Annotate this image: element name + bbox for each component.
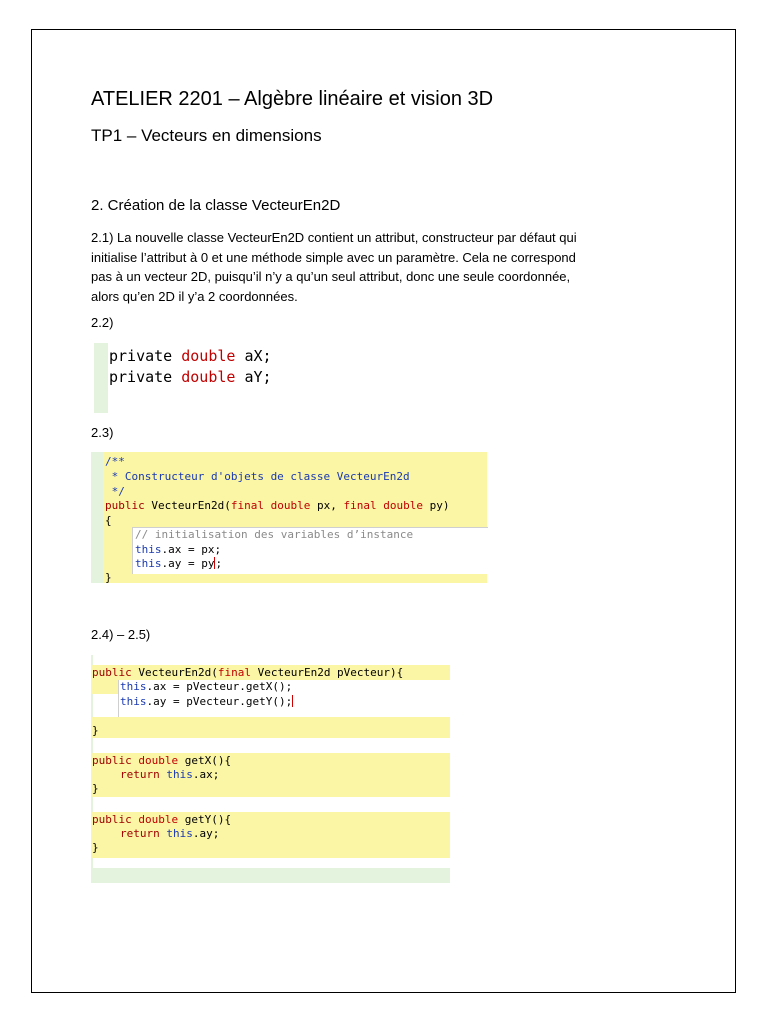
section-heading: 2. Création de la classe VecteurEn2D [91, 197, 341, 214]
code-line: /** [105, 455, 125, 468]
label-2-3: 2.3) [91, 425, 114, 440]
code-gutter [91, 452, 103, 583]
code-line: public VecteurEn2d(final double px, final double py) [105, 499, 450, 512]
code-block-attributes [94, 343, 454, 413]
text-cursor [292, 695, 293, 707]
label-2-4-2-5: 2.4) – 2.5) [91, 627, 151, 642]
code-line: private double aX; [109, 347, 272, 365]
document-subtitle: TP1 – Vecteurs en dimensions [91, 126, 322, 145]
code-footer [91, 868, 450, 883]
code-line: */ [105, 485, 125, 498]
code-line: * Constructeur d'objets de classe VecteurEn2d [105, 470, 410, 483]
code-line: this.ay = pVecteur.getY(); [120, 695, 293, 708]
code-line: return this.ay; [120, 827, 220, 840]
code-line: public double getY(){ [92, 813, 232, 826]
code-block-constructor [91, 452, 487, 583]
code-line: return this.ax; [120, 768, 220, 781]
code-line: this.ax = px; [135, 543, 222, 556]
code-block-methods [91, 655, 450, 883]
code-line: } [92, 724, 99, 737]
code-line: public double getX(){ [92, 754, 232, 767]
paragraph-line: 2.1) La nouvelle classe VecteurEn2D contient un attribut, constructeur par défaut qui [91, 230, 577, 245]
document-title: ATELIER 2201 – Algèbre linéaire et vision 3D [91, 88, 494, 110]
code-line: private double aY; [109, 368, 272, 386]
paragraph-line: pas à un vecteur 2D, puisqu’il n’y a qu’un seul attribut, donc une seule coordonnée, [91, 269, 571, 284]
label-2-2: 2.2) [91, 315, 114, 330]
code-line: { [105, 514, 112, 527]
paragraph-line: initialise l’attribut à 0 et une méthode simple avec un paramètre. Cela ne correspond [91, 249, 576, 265]
code-line: this.ay = py; [135, 557, 223, 570]
code-line: // initialisation des variables d’instance [135, 528, 414, 541]
code-line: public VecteurEn2d(final VecteurEn2d pVecteur){ [92, 666, 404, 679]
code-line: } [92, 782, 99, 795]
paragraph-line: alors qu’en 2D il y’a 2 coordonnées. [91, 288, 298, 304]
code-line: } [105, 571, 112, 584]
code-highlight [91, 717, 450, 738]
answer-2-1-paragraph [91, 228, 671, 306]
code-line: this.ax = pVecteur.getX(); [120, 680, 293, 693]
code-line: } [92, 841, 99, 854]
code-gutter [94, 343, 108, 413]
